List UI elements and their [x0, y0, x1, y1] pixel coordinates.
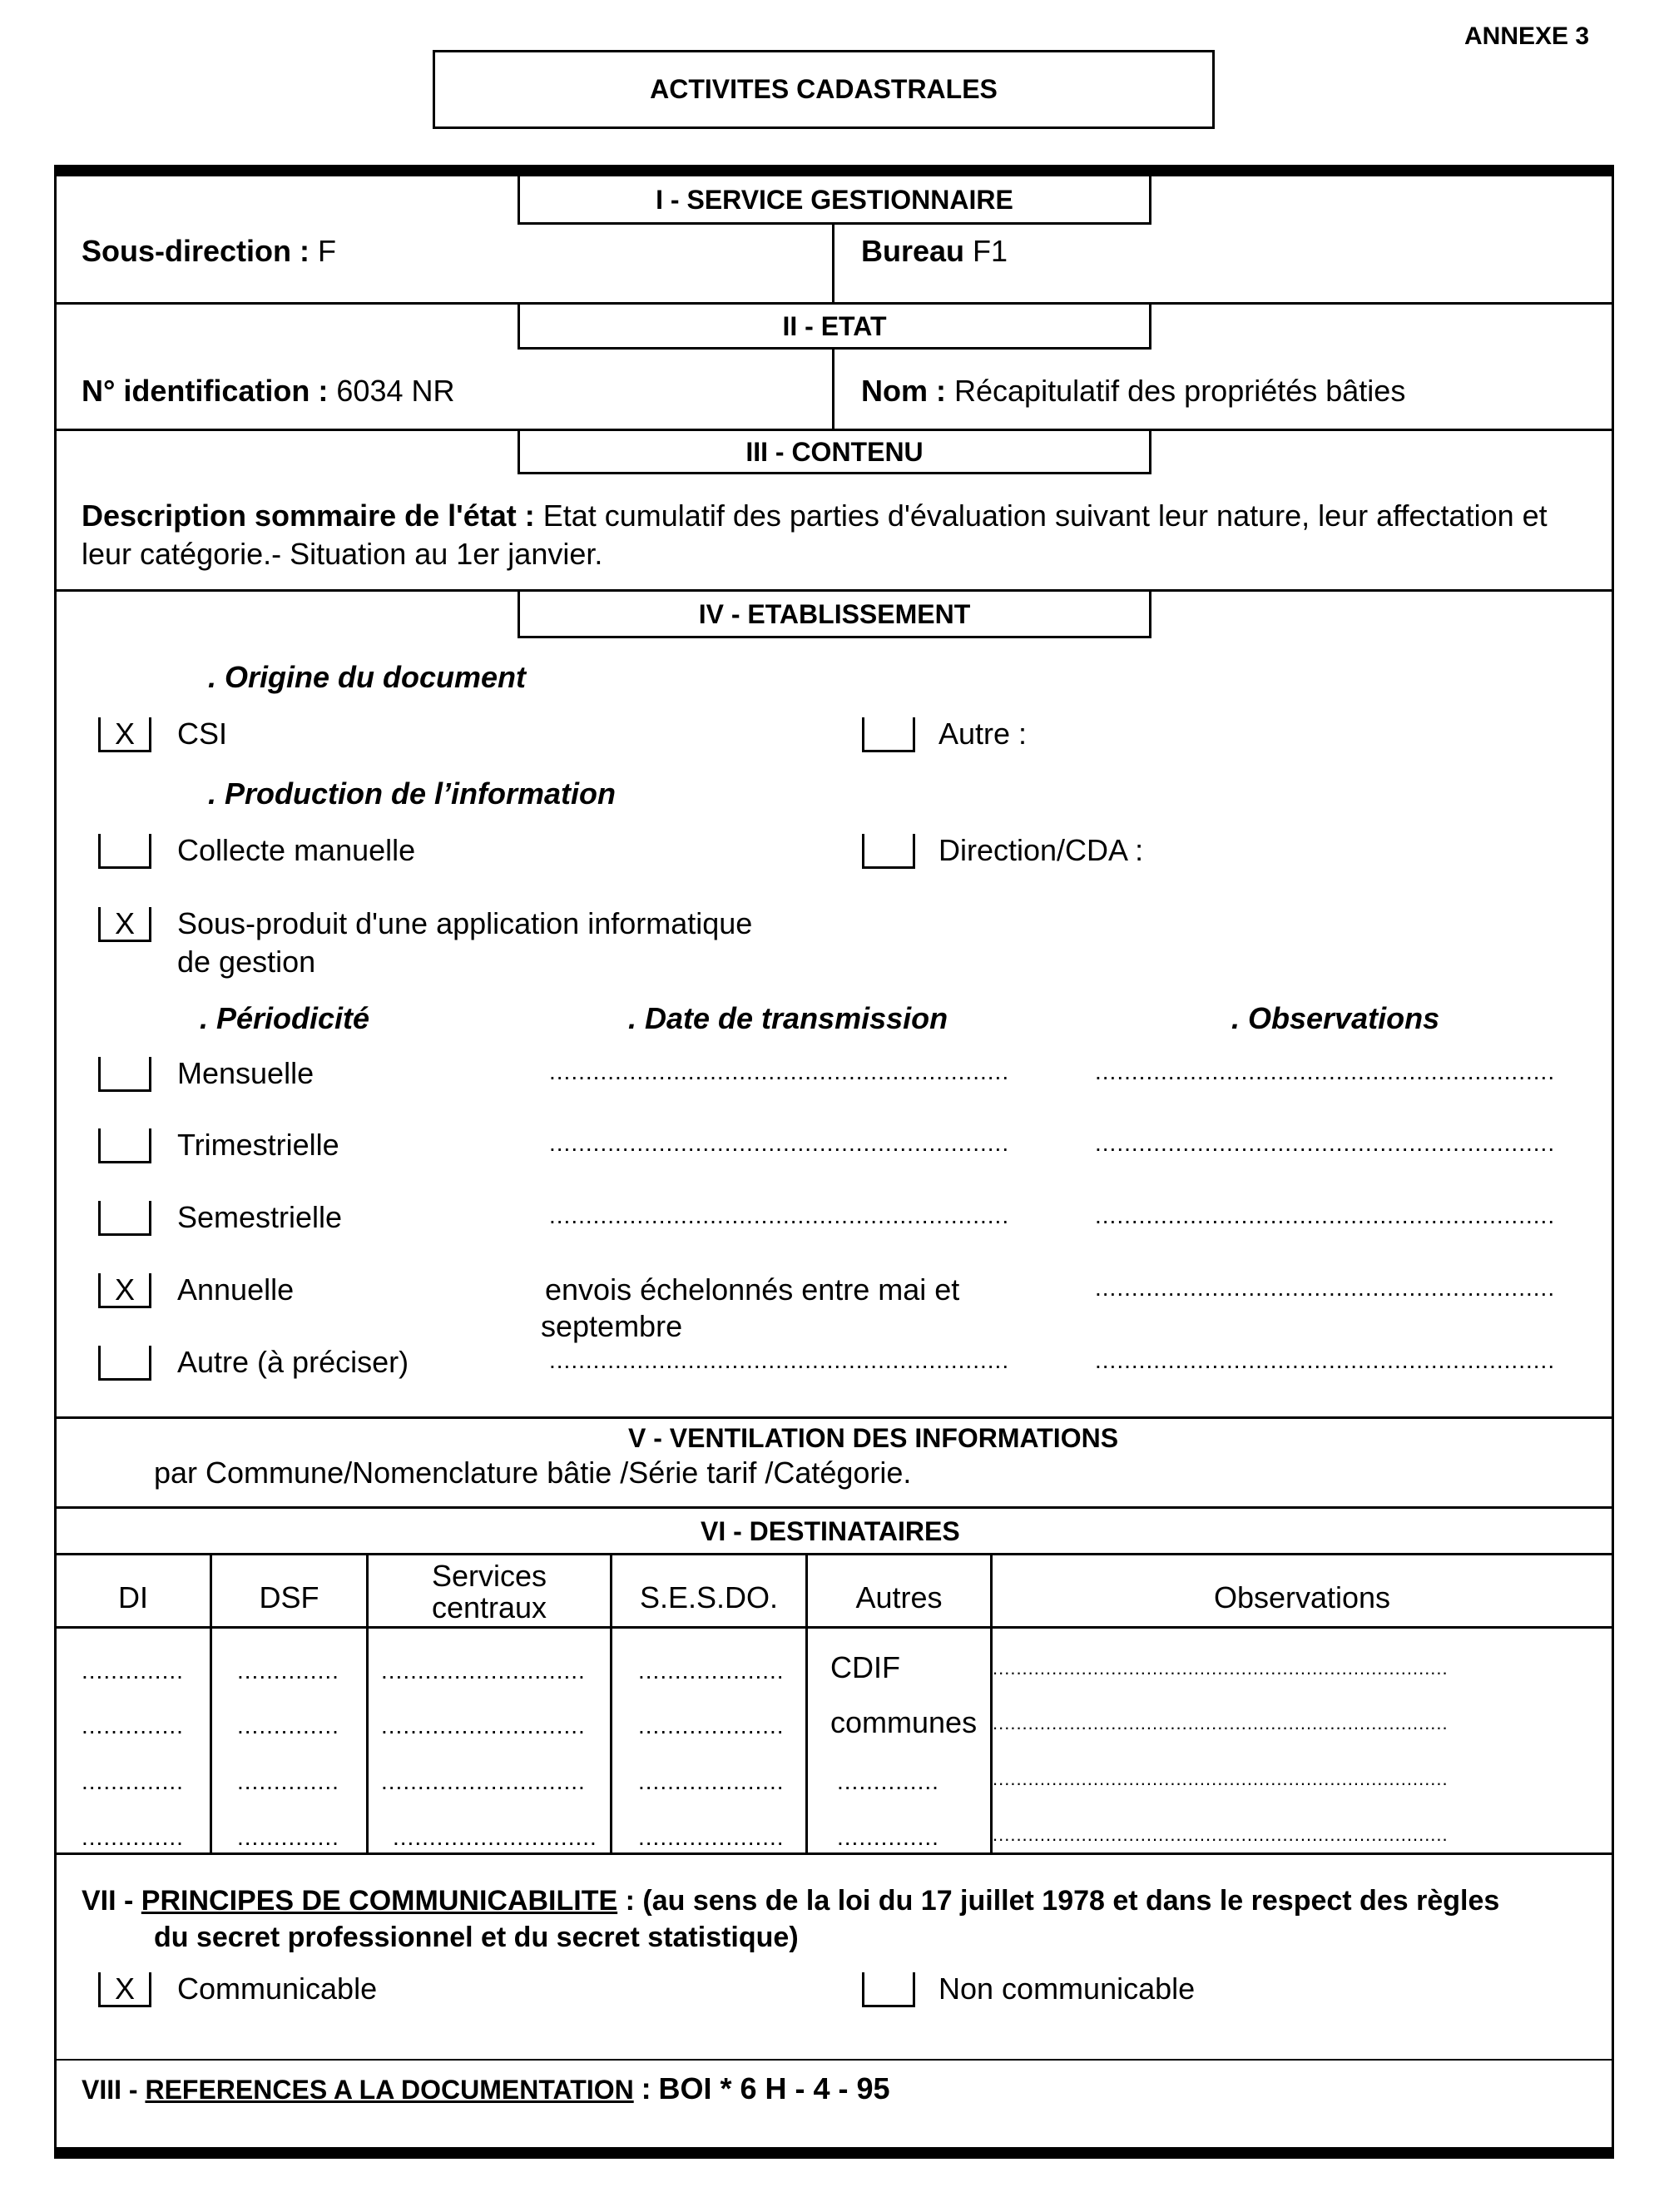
description-label: Description sommaire de l'état : — [82, 498, 535, 533]
col-header-services-2: centraux — [431, 1590, 547, 1624]
collecte-label: Collecte manuelle — [177, 833, 416, 867]
identification-label: N° identification : — [82, 374, 329, 408]
cell-di[interactable]: .............. — [82, 1658, 184, 1684]
trimestrielle-checkbox[interactable] — [98, 1128, 151, 1163]
cell-services-centraux[interactable]: ............................ — [393, 1824, 597, 1850]
communicable-checkbox[interactable]: X — [98, 1972, 151, 2007]
references-title: REFERENCES A LA DOCUMENTATION — [145, 2075, 634, 2105]
cell-autres[interactable]: .............. — [837, 1824, 939, 1850]
cell-observations[interactable]: ............................................................................. — [993, 1658, 1449, 1679]
production-title: . Production de l’information — [208, 776, 616, 811]
section-header-etat: II - ETAT — [518, 305, 1151, 350]
cell-observations[interactable]: ............................................................................. — [993, 1824, 1449, 1845]
bureau-label: Bureau — [861, 234, 965, 268]
frame-right — [1612, 165, 1614, 2158]
description-line1: Etat cumulatif des parties d'évaluation suivant leur nature, leur affectation et — [542, 498, 1548, 533]
section-header-destinataires: VI - DESTINATAIRES — [701, 1516, 960, 1546]
autre-periode-date[interactable]: ............................................................... — [549, 1347, 1010, 1373]
cell-dsf[interactable]: .............. — [237, 1768, 339, 1794]
divider — [54, 2059, 1614, 2061]
identification — [82, 373, 455, 409]
communicabilite-text-2: du secret professionnel et du secret statistique) — [154, 1922, 799, 1953]
divider — [54, 1626, 1614, 1629]
sous-direction — [82, 233, 336, 270]
periodicite-title: . Périodicité — [200, 1001, 370, 1035]
cell-dsf[interactable]: .............. — [237, 1658, 339, 1684]
annuelle-obs[interactable]: ............................................................... — [1095, 1275, 1556, 1301]
date-transmission-title: . Date de transmission — [628, 1001, 948, 1035]
communicable-label: Communicable — [177, 1971, 378, 2006]
communicabilite-text: : (au sens de la loi du 17 juillet 1978 et dans le respect des règles — [625, 1885, 1500, 1917]
trimestrielle-label: Trimestrielle — [177, 1128, 339, 1162]
nom — [861, 373, 1405, 409]
annuelle-date-2: septembre — [541, 1309, 683, 1343]
collecte-checkbox[interactable] — [98, 834, 151, 869]
col-header-sesdo: S.E.S.DO. — [639, 1580, 779, 1614]
sous-produit-checkbox[interactable]: X — [98, 907, 151, 942]
cell-services-centraux[interactable]: ............................ — [381, 1658, 586, 1684]
divider — [54, 1553, 1614, 1555]
col-header-services: Services — [431, 1559, 547, 1593]
divider — [832, 350, 834, 431]
cell-sesdo[interactable]: .................... — [638, 1824, 785, 1850]
mensuelle-label: Mensuelle — [177, 1056, 314, 1090]
sous-produit-label-2: de gestion — [177, 945, 316, 979]
cell-autres[interactable]: .............. — [837, 1768, 939, 1794]
description-line2: leur catégorie.- Situation au 1er janvier. — [82, 537, 603, 571]
cell-di[interactable]: .............. — [82, 1768, 184, 1794]
divider — [54, 1506, 1614, 1509]
bureau — [861, 233, 1008, 270]
direction-checkbox[interactable] — [862, 834, 915, 869]
annuelle-label: Annuelle — [177, 1272, 295, 1307]
autre-origine-checkbox[interactable] — [862, 717, 915, 752]
cell-di[interactable]: .............. — [82, 1824, 184, 1850]
sous-direction-value: F — [318, 234, 337, 268]
mensuelle-checkbox[interactable] — [98, 1057, 151, 1092]
frame-bottom — [54, 2147, 1614, 2159]
cell-dsf[interactable]: .............. — [237, 1824, 339, 1850]
cell-observations[interactable]: ............................................................................. — [993, 1768, 1449, 1789]
page-title: ACTIVITES CADASTRALES — [433, 50, 1215, 129]
communicabilite-prefix: VII - — [82, 1885, 134, 1917]
divider — [54, 1416, 1614, 1419]
col-header-autres: Autres — [855, 1580, 943, 1614]
direction-label: Direction/CDA : — [938, 833, 1144, 867]
identification-value: 6034 NR — [336, 374, 455, 408]
semestrielle-obs[interactable]: ............................................................... — [1095, 1203, 1556, 1228]
cell-services-centraux[interactable]: ............................ — [381, 1768, 586, 1794]
section-header-contenu: III - CONTENU — [518, 431, 1151, 474]
cell-autres: communes — [830, 1705, 978, 1739]
sous-produit-label: Sous-produit d'une application informatique — [177, 906, 753, 940]
cell-sesdo[interactable]: .................... — [638, 1658, 785, 1684]
section-header-ventilation: V - VENTILATION DES INFORMATIONS — [628, 1423, 1119, 1453]
autre-periode-checkbox[interactable] — [98, 1346, 151, 1381]
ventilation-text: par Commune/Nomenclature bâtie /Série tarif /Catégorie. — [154, 1456, 912, 1490]
autre-periode-label: Autre (à préciser) — [177, 1345, 409, 1379]
section-header-etablissement: IV - ETABLISSEMENT — [518, 592, 1151, 638]
col-header-dsf: DSF — [259, 1580, 319, 1614]
csi-label: CSI — [177, 717, 228, 751]
observations-title: . Observations — [1231, 1001, 1440, 1035]
frame-top — [54, 165, 1614, 176]
trimestrielle-date[interactable]: ............................................................... — [549, 1130, 1010, 1156]
divider — [832, 225, 834, 305]
semestrielle-checkbox[interactable] — [98, 1201, 151, 1236]
semestrielle-date[interactable]: ............................................................... — [549, 1203, 1010, 1228]
cell-di[interactable]: .............. — [82, 1713, 184, 1738]
nom-value: Récapitulatif des propriétés bâties — [954, 374, 1406, 408]
autre-periode-obs[interactable]: ............................................................... — [1095, 1347, 1556, 1373]
nom-label: Nom : — [861, 374, 946, 408]
section-header-service: I - SERVICE GESTIONNAIRE — [518, 176, 1151, 225]
description — [82, 498, 1548, 534]
non-communicable-checkbox[interactable] — [862, 1972, 915, 2007]
annuelle-date: envois échelonnés entre mai et — [545, 1272, 960, 1307]
cell-autres: CDIF — [830, 1650, 900, 1684]
col-header-di: DI — [118, 1580, 148, 1614]
annexe-label: ANNEXE 3 — [1464, 22, 1590, 50]
cell-observations[interactable]: ............................................................................. — [993, 1713, 1449, 1733]
divider — [54, 1852, 1614, 1855]
semestrielle-label: Semestrielle — [177, 1200, 343, 1234]
communicabilite-heading — [82, 1882, 1499, 1919]
csi-checkbox[interactable]: X — [98, 717, 151, 752]
sous-direction-label: Sous-direction : — [82, 234, 310, 268]
frame-left — [54, 165, 57, 2158]
origine-title: . Origine du document — [208, 660, 527, 694]
references-heading — [82, 2071, 890, 2108]
cell-dsf[interactable]: .............. — [237, 1713, 339, 1738]
references-value: BOI * 6 H - 4 - 95 — [658, 2071, 890, 2105]
references-colon: : — [641, 2071, 651, 2105]
autre-origine-label: Autre : — [938, 717, 1028, 751]
communicabilite-title: PRINCIPES DE COMMUNICABILITE — [141, 1885, 618, 1917]
non-communicable-label: Non communicable — [938, 1971, 1196, 2006]
mensuelle-obs[interactable]: ............................................................... — [1095, 1059, 1556, 1084]
mensuelle-date[interactable]: ............................................................... — [549, 1059, 1010, 1084]
references-prefix: VIII - — [82, 2075, 138, 2105]
cell-sesdo[interactable]: .................... — [638, 1713, 785, 1738]
cell-sesdo[interactable]: .................... — [638, 1768, 785, 1794]
col-header-observations: Observations — [1213, 1580, 1391, 1614]
cell-services-centraux[interactable]: ............................ — [381, 1713, 586, 1738]
trimestrielle-obs[interactable]: ............................................................... — [1095, 1130, 1556, 1156]
annuelle-checkbox[interactable]: X — [98, 1273, 151, 1308]
bureau-value: F1 — [973, 234, 1008, 268]
